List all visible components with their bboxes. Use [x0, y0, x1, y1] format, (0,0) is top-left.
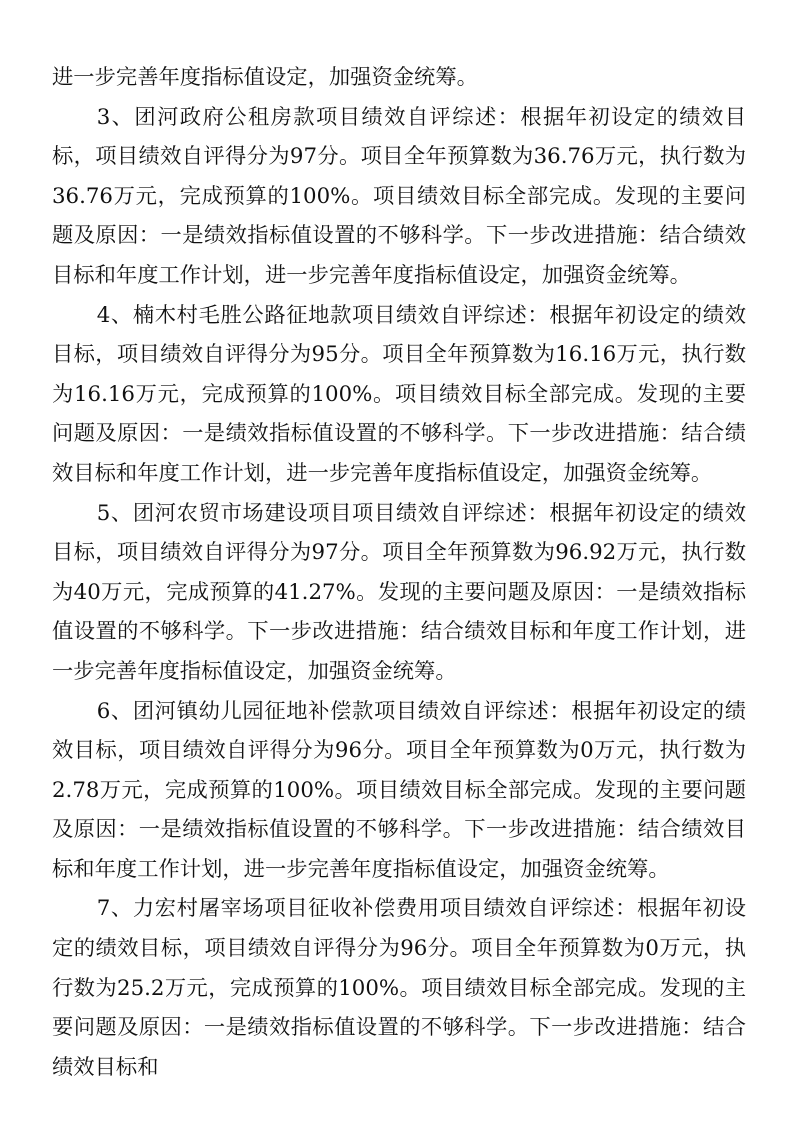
document-page [52, 58, 746, 1087]
paragraph-item-4: 4、楠木村毛胜公路征地款项目绩效自评综述：根据年初设定的绩效目标，项目绩效自评得分为95分。项目全年预算数为16.16万元，执行数为16.16万元，完成预算的100%。项目绩效目标全部完成。发现的主要问题及原因：一是绩效指标值设置的不够科学。下一步改进措施：结合绩效目标和年度工作计划，进一步完善年度指标值设定，加强资金统筹。 [52, 302, 746, 486]
paragraph-continuation: 进一步完善年度指标值设定，加强资金统筹。 [52, 65, 478, 90]
paragraph-item-3: 3、团河政府公租房款项目绩效自评综述：根据年初设定的绩效目标，项目绩效自评得分为97分。项目全年预算数为36.76万元，执行数为36.76万元，完成预算的100%。项目绩效目标全部完成。发现的主要问题及原因：一是绩效指标值设置的不够科学。下一步改进措施：结合绩效目标和年度工作计划，进一步完善年度指标值设定，加强资金统筹。 [52, 104, 746, 288]
paragraph-item-7: 7、力宏村屠宰场项目征收补偿费用项目绩效自评综述：根据年初设定的绩效目标，项目绩效自评得分为96分。项目全年预算数为0万元，执行数为25.2万元，完成预算的100%。项目绩效目标全部完成。发现的主要问题及原因：一是绩效指标值设置的不够科学。下一步改进措施：结合绩效目标和 [52, 896, 746, 1080]
paragraph-item-6: 6、团河镇幼儿园征地补偿款项目绩效自评综述：根据年初设定的绩效目标，项目绩效自评得分为96分。项目全年预算数为0万元，执行数为2.78万元，完成预算的100%。项目绩效目标全部完成。发现的主要问题及原因：一是绩效指标值设置的不够科学。下一步改进措施：结合绩效目标和年度工作计划，进一步完善年度指标值设定，加强资金统筹。 [52, 698, 746, 882]
paragraph-item-5: 5、团河农贸市场建设项目项目绩效自评综述：根据年初设定的绩效目标，项目绩效自评得分为97分。项目全年预算数为96.92万元，执行数为40万元，完成预算的41.27%。发现的主要问题及原因：一是绩效指标值设置的不够科学。下一步改进措施：结合绩效目标和年度工作计划，进一步完善年度指标值设定，加强资金统筹。 [52, 500, 746, 684]
